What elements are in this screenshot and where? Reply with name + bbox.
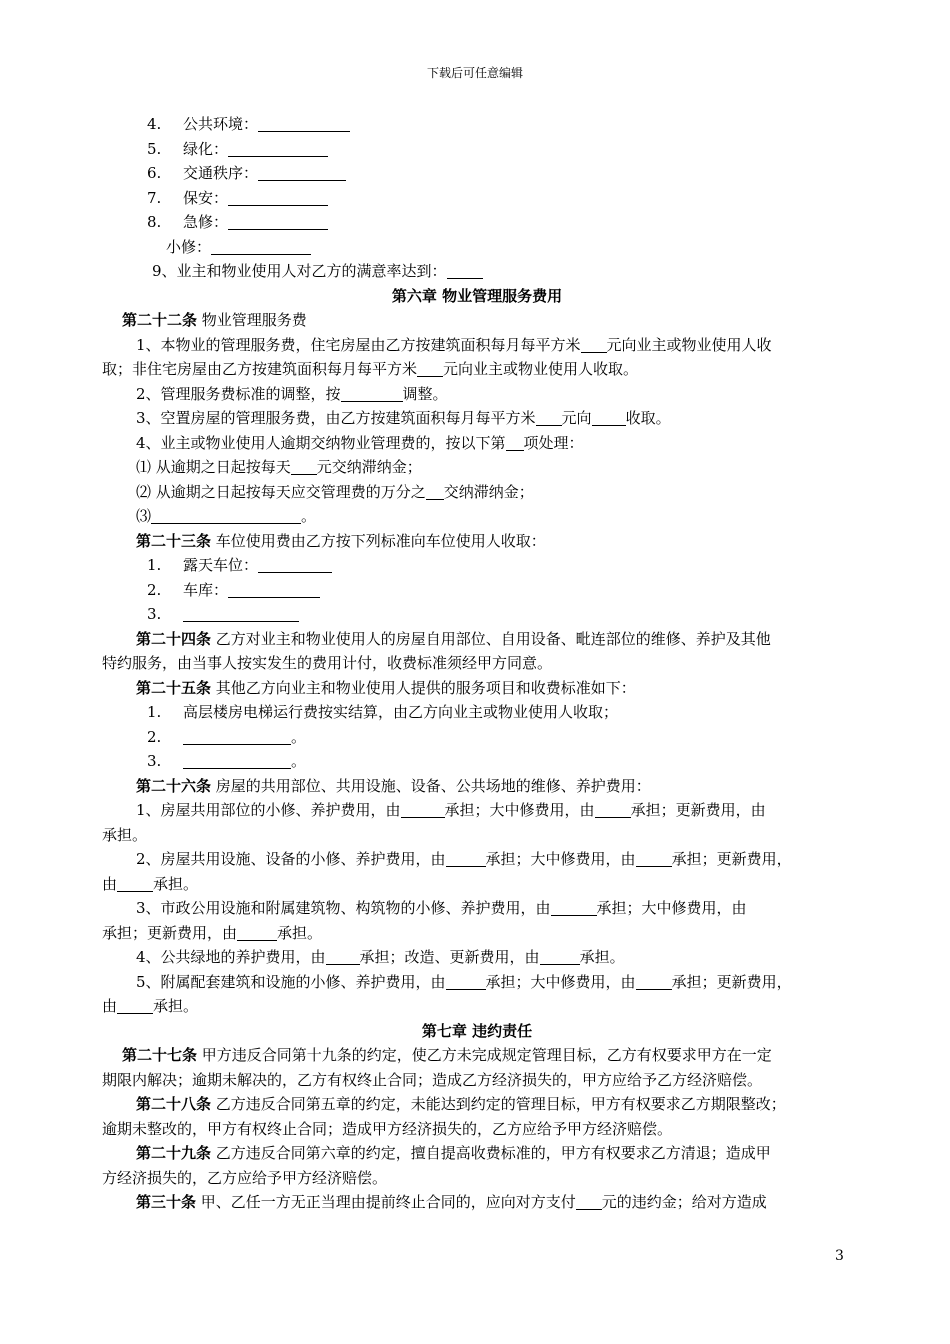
paragraph: 1、本物业的管理服务费，住宅房屋由乙方按建筑面积每月每平方米 元向业主或物业使用人收 (136, 335, 772, 354)
article-heading: 第二十九条 乙方违反合同第六章的约定，擅自提高收费标准的，甲方有权要求乙方清退；造成甲 (136, 1144, 771, 1162)
paragraph: 4、业主或物业使用人逾期交纳物业管理费的，按以下第 项处理： (136, 433, 584, 452)
article-heading: 第二十四条 乙方对业主和物业使用人的房屋自用部位、自用设备、毗连部位的维修、养护及其他 (136, 629, 771, 648)
blank-line (228, 215, 328, 230)
article-heading: 第二十六条 房屋的共用部位、共用设施、设备、公共场地的维修、养护费用： (136, 776, 651, 795)
blank-line (228, 191, 328, 206)
list-item: 6. 交通秩序： (102, 161, 852, 186)
paragraph: 方经济损失的，乙方应给予甲方经济赔偿。 (102, 1168, 388, 1187)
paragraph: 承担；更新费用，由 承担。 (102, 923, 323, 942)
paragraph: 3、市政公用设施和附属建筑物、构筑物的小修、养护费用，由 承担；大中修费用，由 (136, 899, 747, 917)
list-item: 7. 保安： (102, 186, 852, 211)
paragraph: ⑶ 。 (136, 507, 317, 525)
paragraph: 2、房屋共用设施、设备的小修、养护费用，由 承担；大中修费用，由 承担；更新费用， (136, 850, 792, 868)
list-item: 2. 。 (147, 727, 307, 746)
article-heading: 第三十条 甲、乙任一方无正当理由提前终止合同的，应向对方支付 元的违约金；给对方造成 (136, 1193, 767, 1211)
paragraph: ⑵ 从逾期之日起按每天应交管理费的万分之 交纳滞纳金； (136, 482, 534, 501)
list-item: 1. 高层楼房电梯运行费按实结算，由乙方向业主或物业使用人收取； (147, 703, 619, 721)
paragraph: 5、附属配套建筑和设施的小修、养护费用，由 承担；大中修费用，由 承担；更新费用， (136, 972, 792, 991)
paragraph: 逾期未整改的，甲方有权终止合同；造成甲方经济损失的，乙方应给予甲方经济赔偿。 (102, 1119, 673, 1138)
document-body (102, 112, 852, 1215)
paragraph: 由 承担。 (102, 874, 199, 893)
article-heading: 第二十二条 物业管理服务费 (122, 311, 307, 329)
list-item: 9、业主和物业使用人对乙方的满意率达到： (102, 259, 852, 284)
list-item: 2. 车库： (102, 578, 852, 603)
paragraph: 由 承担。 (102, 997, 199, 1015)
list-item: 小修： (102, 235, 852, 260)
blank-line (447, 264, 483, 279)
list-item: 8. 急修： (102, 210, 852, 235)
paragraph: 期限内解决；逾期未解决的，乙方有权终止合同；造成乙方经济损失的，甲方应给予乙方经济赔偿。 (102, 1070, 763, 1089)
article-heading: 第二十八条 乙方违反合同第五章的约定，未能达到约定的管理目标，甲方有权要求乙方期限整改； (136, 1095, 786, 1113)
blank-line (228, 142, 328, 157)
paragraph: 取；非住宅房屋由乙方按建筑面积每月每平方米 元向业主或物业使用人收取。 (102, 360, 639, 378)
paragraph: 4、公共绿地的养护费用，由 承担；改造、更新费用，由 承担。 (136, 948, 625, 966)
paragraph: 2、管理服务费标准的调整，按 调整。 (136, 384, 448, 403)
list-item: 4. 公共环境： (102, 112, 852, 137)
blank-line (258, 117, 350, 132)
article-heading: 第二十七条 甲方违反合同第十九条的约定，使乙方未完成规定管理目标，乙方有权要求甲方在一定 (122, 1046, 772, 1064)
article-heading: 第二十三条 车位使用费由乙方按下列标准向车位使用人收取： (136, 531, 546, 550)
list-item: 3. (102, 602, 852, 627)
chapter-heading: 第六章 物业管理服务费用 (391, 286, 563, 305)
article-heading: 第二十五条 其他乙方向业主和物业使用人提供的服务项目和收费标准如下： (136, 678, 636, 697)
blank-line (258, 166, 346, 181)
page-header: 下载后可任意编辑 (426, 66, 523, 80)
paragraph: 1、房屋共用部位的小修、养护费用，由 承担；大中修费用，由 承担；更新费用，由 (136, 801, 766, 819)
chapter-heading: 第七章 违约责任 (421, 1021, 533, 1040)
paragraph: 承担。 (102, 825, 148, 844)
list-item: 5. 绿化： (102, 137, 852, 162)
list-item: 3. 。 (147, 752, 307, 770)
paragraph: 特约服务，由当事人按实发生的费用计付，收费标准须经甲方同意。 (102, 654, 553, 672)
paragraph: 3、空置房屋的管理服务费，由乙方按建筑面积每月每平方米 元向 收取。 (136, 409, 671, 427)
page-number: 3 (835, 1248, 844, 1264)
paragraph: ⑴ 从逾期之日起按每天 元交纳滞纳金； (136, 458, 422, 476)
list-item: 1. 露天车位： (102, 553, 852, 578)
blank-line (211, 240, 311, 255)
